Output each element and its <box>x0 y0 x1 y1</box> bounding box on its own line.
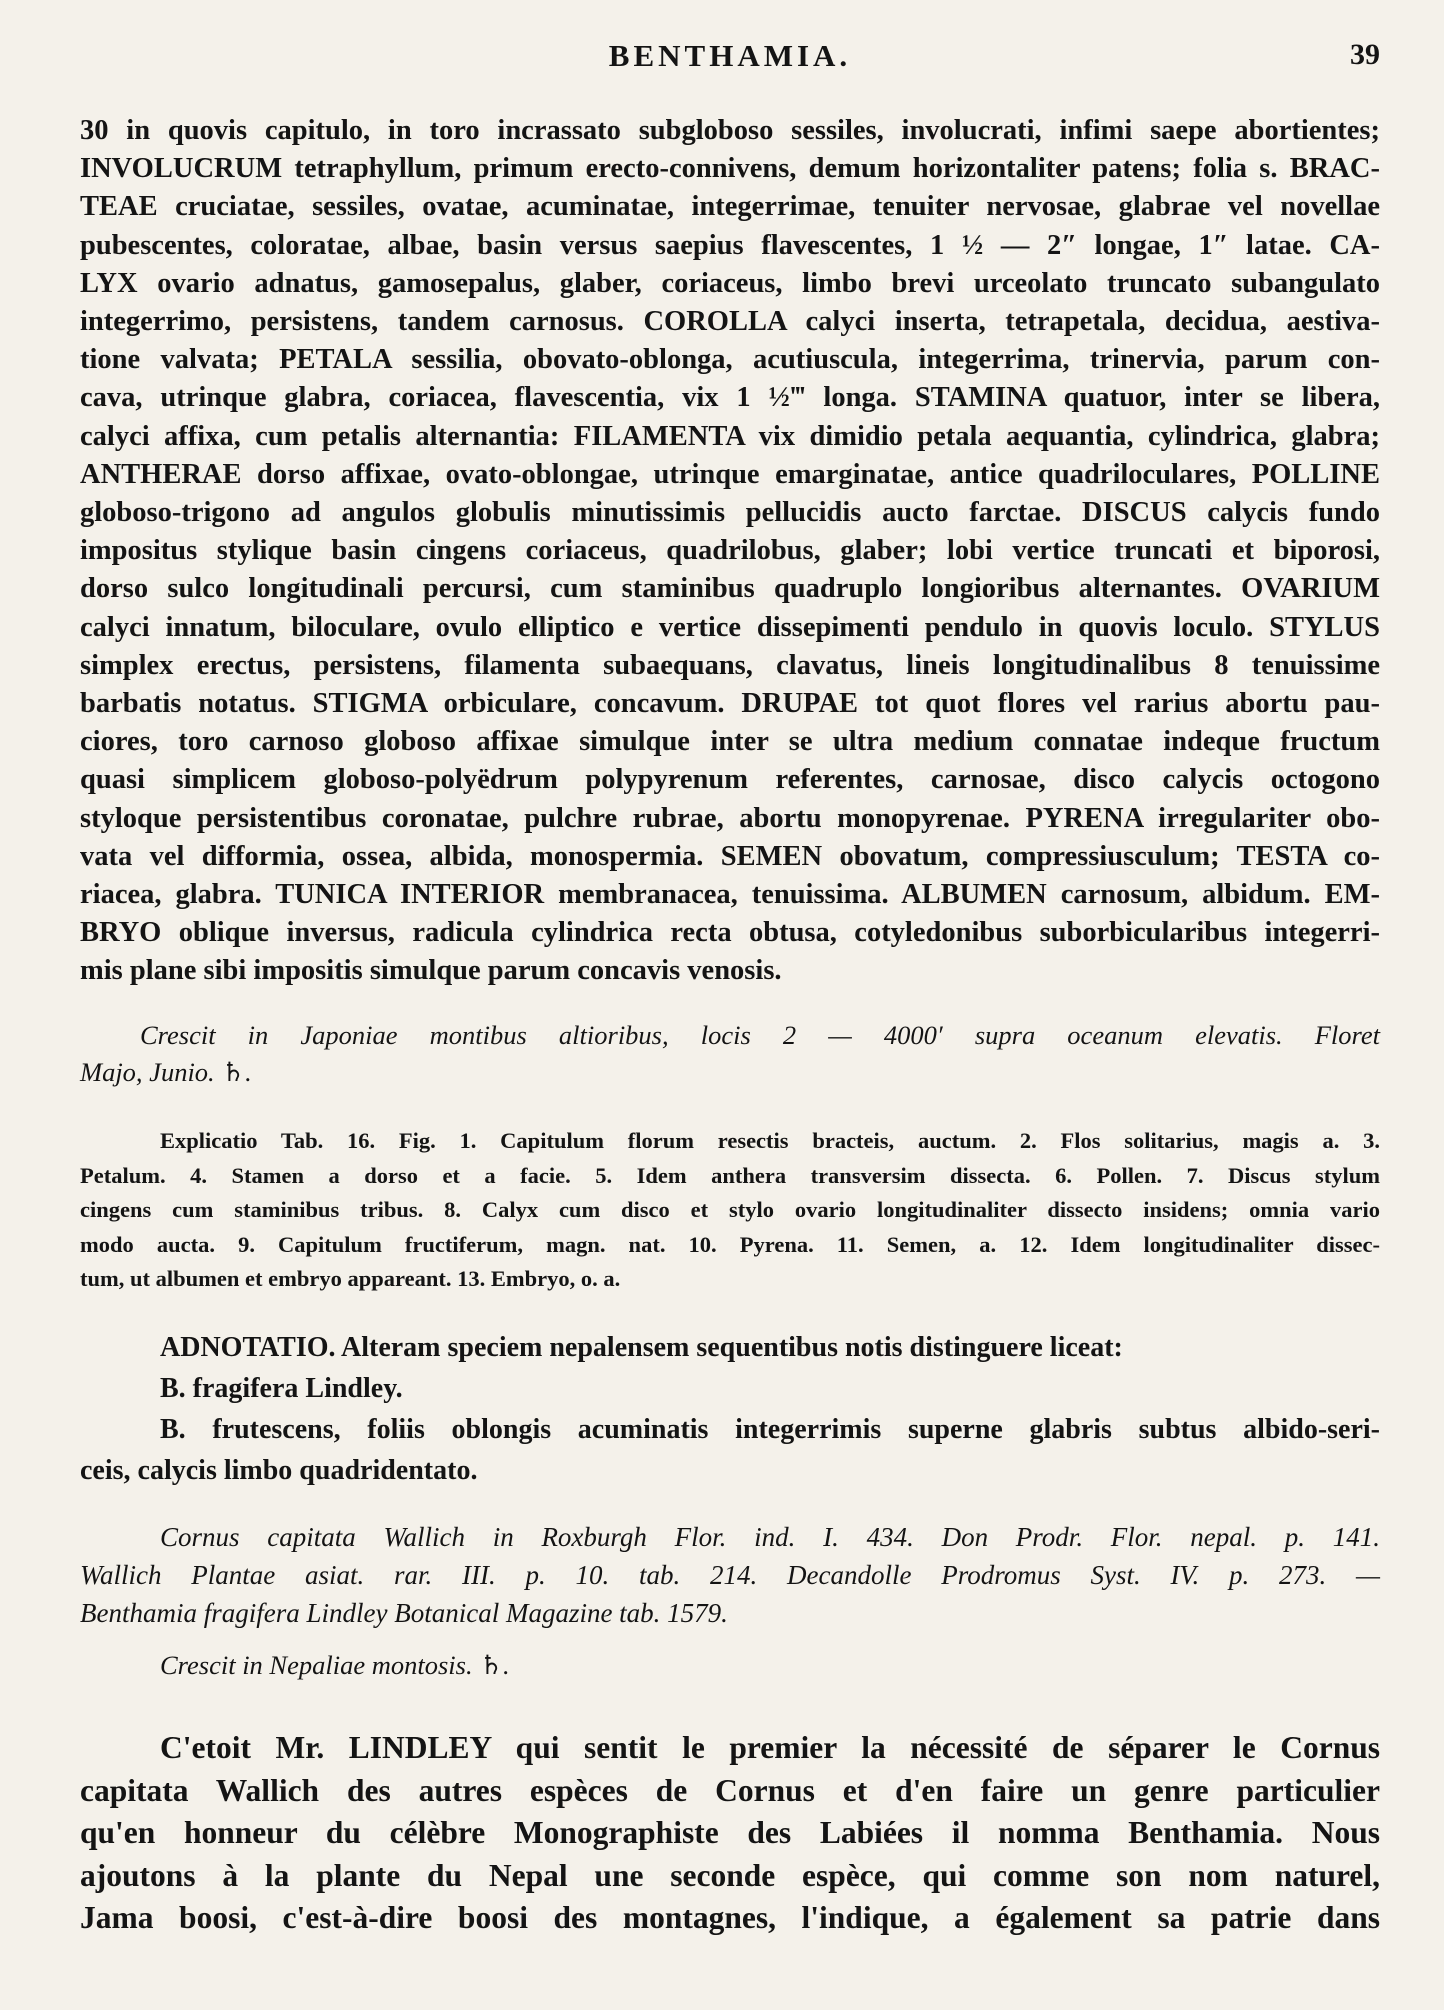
description-line: tione valvata; PETALA sessilia, obovato-oblonga, acutiuscula, integerrima, trinervia, parum con- <box>80 344 1380 376</box>
explanation-line: tum, ut albumen et embryo appareant. 13. Embryo, o. a. <box>80 1266 621 1291</box>
explanation-line: Explicatio Tab. 16. Fig. 1. Capitulum florum resectis bracteis, auctum. 2. Flos solitarius, magis a. 3. <box>160 1128 1380 1153</box>
habitat-line: Crescit in Japoniae montibus altioribus, locis 2 — 4000′ supra oceanum elevatis. Floret <box>140 1020 1380 1050</box>
description-line: ANTHERAE dorso affixae, ovato-oblongae, utrinque emarginatae, antice quadriloculares, POLLINE <box>80 458 1380 490</box>
french-commentary <box>80 1727 1380 1940</box>
explanation-line: Petalum. 4. Stamen a dorso et a facie. 5. Idem anthera transversim dissecta. 6. Pollen. 7. Discus stylum <box>80 1162 1380 1188</box>
explanation-line: cingens cum staminibus tribus. 8. Calyx cum disco et stylo ovario longitudinaliter dissecto insidens; omnia vario <box>80 1197 1380 1222</box>
description-line: pubescentes, coloratae, albae, basin versus saepius flavescentes, 1 ½ — 2″ longae, 1″ latae. CA- <box>80 229 1380 261</box>
habitat-line: Majo, Junio. ♄. <box>80 1057 252 1087</box>
habitat-line: Crescit in Nepaliae montosis. ♄. <box>160 1650 510 1680</box>
description-line: quasi simplicem globoso-polyëdrum polypyrenum referentes, carnosae, disco calycis octogono <box>80 764 1380 796</box>
synonymy-line: Wallich Plantae asiat. rar. III. p. 10. tab. 214. Decandolle Prodromus Syst. IV. p. 273. — <box>80 1560 1380 1590</box>
plate-explanation <box>80 1124 1380 1297</box>
description-line: INVOLUCRUM tetraphyllum, primum erecto-connivens, demum horizontaliter patens; folia s. BRAC- <box>80 153 1380 185</box>
adnotatio-section <box>80 1327 1380 1491</box>
habitat-note-nepal <box>80 1647 1380 1684</box>
page-number: 39 <box>1350 38 1380 71</box>
synonymy-line: Cornus capitata Wallich in Roxburgh Flor. ind. I. 434. Don Prodr. Flor. nepal. p. 141. <box>160 1522 1380 1552</box>
description-line: dorso sulco longitudinali percursi, cum staminibus quadruplo longioribus alternantes. OVARIUM <box>80 573 1380 605</box>
description-line: calyci affixa, cum petalis alternantia: FILAMENTA vix dimidio petala aequantia, cylindrica, glabra; <box>80 420 1380 452</box>
description-line: BRYO oblique inversus, radicula cylindrica recta obtusa, cotyledonibus suborbicularibus integerri- <box>80 917 1380 949</box>
species-name: B. fragifera Lindley. <box>160 1373 403 1404</box>
description-line: integerrimo, persistens, tandem carnosus. COROLLA calyci inserta, tetrapetala, decidua, aestiva- <box>80 306 1380 338</box>
page-header <box>80 38 1380 88</box>
description-line: mis plane sibi impositis simulque parum concavis venosis. <box>80 955 782 987</box>
diagnosis-line: ceis, calycis limbo quadridentato. <box>80 1455 478 1486</box>
synonymy-line: Benthamia fragifera Lindley Botanical Magazine tab. 1579. <box>80 1598 728 1628</box>
description-line: ciores, toro carnoso globoso affixae simulque inter se ultra medium connatae indeque fructum <box>80 726 1380 758</box>
description-line: 30 in quovis capitulo, in toro incrassato subgloboso sessiles, involucrati, infimi saepe abortientes; <box>80 115 1380 146</box>
description-line: styloque persistentibus coronatae, pulchre rubrae, abortu monopyrenae. PYRENA irregulariter obo- <box>80 802 1380 834</box>
description-line: riacea, glabra. TUNICA INTERIOR membranacea, tenuissima. ALBUMEN carnosum, albidum. EM- <box>80 879 1380 911</box>
description-line: impositus stylique basin cingens coriaceus, quadrilobus, glaber; lobi vertice truncati et biporosi, <box>80 535 1380 567</box>
synonymy <box>80 1518 1380 1632</box>
description-line: simplex erectus, persistens, filamenta subaequans, clavatus, lineis longitudinalibus 8 tenuissime <box>80 649 1380 681</box>
commentary-line: ajoutons à la plante du Nepal une seconde espèce, qui comme son nom naturel, <box>80 1857 1380 1893</box>
species-description <box>80 112 1380 991</box>
description-line: barbatis notatus. STIGMA orbiculare, concavum. DRUPAE tot quot flores vel rarius abortu pau- <box>80 688 1380 720</box>
commentary-line: capitata Wallich des autres espèces de Cornus et d'en faire un genre particulier <box>80 1772 1380 1808</box>
description-line: cava, utrinque glabra, coriacea, flavescentia, vix 1 ½‴ longa. STAMINA quatuor, inter se libera, <box>80 382 1380 414</box>
diagnosis-line: B. frutescens, foliis oblongis acuminatis integerrimis superne glabris subtus albido-seri- <box>160 1414 1380 1445</box>
description-line: TEAE cruciatae, sessiles, ovatae, acuminatae, integerrimae, tenuiter nervosae, glabrae vel novellae <box>80 191 1380 223</box>
running-head: BENTHAMIA. <box>608 38 852 73</box>
habitat-note-japan <box>80 1017 1380 1091</box>
commentary-line: Jama boosi, c'est-à-dire boosi des montagnes, l'indique, a également sa patrie dans <box>80 1900 1380 1935</box>
description-line: calyci innatum, biloculare, ovulo elliptico e vertice dissepimenti pendulo in quovis loculo. STYLUS <box>80 611 1380 643</box>
adnotatio-heading: ADNOTATIO. Alteram speciem nepalensem sequentibus notis distinguere liceat: <box>160 1332 1123 1363</box>
explanation-line: modo aucta. 9. Capitulum fructiferum, magn. nat. 10. Pyrena. 11. Semen, a. 12. Idem longitudinaliter dissec- <box>80 1231 1380 1257</box>
description-line: LYX ovario adnatus, gamosepalus, glaber, coriaceus, limbo brevi urceolato truncato subangulato <box>80 267 1380 299</box>
commentary-line: C'etoit Mr. LINDLEY qui sentit le premier la nécessité de séparer le Cornus <box>160 1730 1380 1765</box>
description-line: vata vel difformia, ossea, albida, monospermia. SEMEN obovatum, compressiusculum; TESTA co- <box>80 840 1380 872</box>
commentary-line: qu'en honneur du célèbre Monographiste des Labiées il nomma Benthamia. Nous <box>80 1815 1380 1850</box>
description-line: globoso-trigono ad angulos globulis minutissimis pellucidis aucto farctae. DISCUS calycis fundo <box>80 497 1380 529</box>
